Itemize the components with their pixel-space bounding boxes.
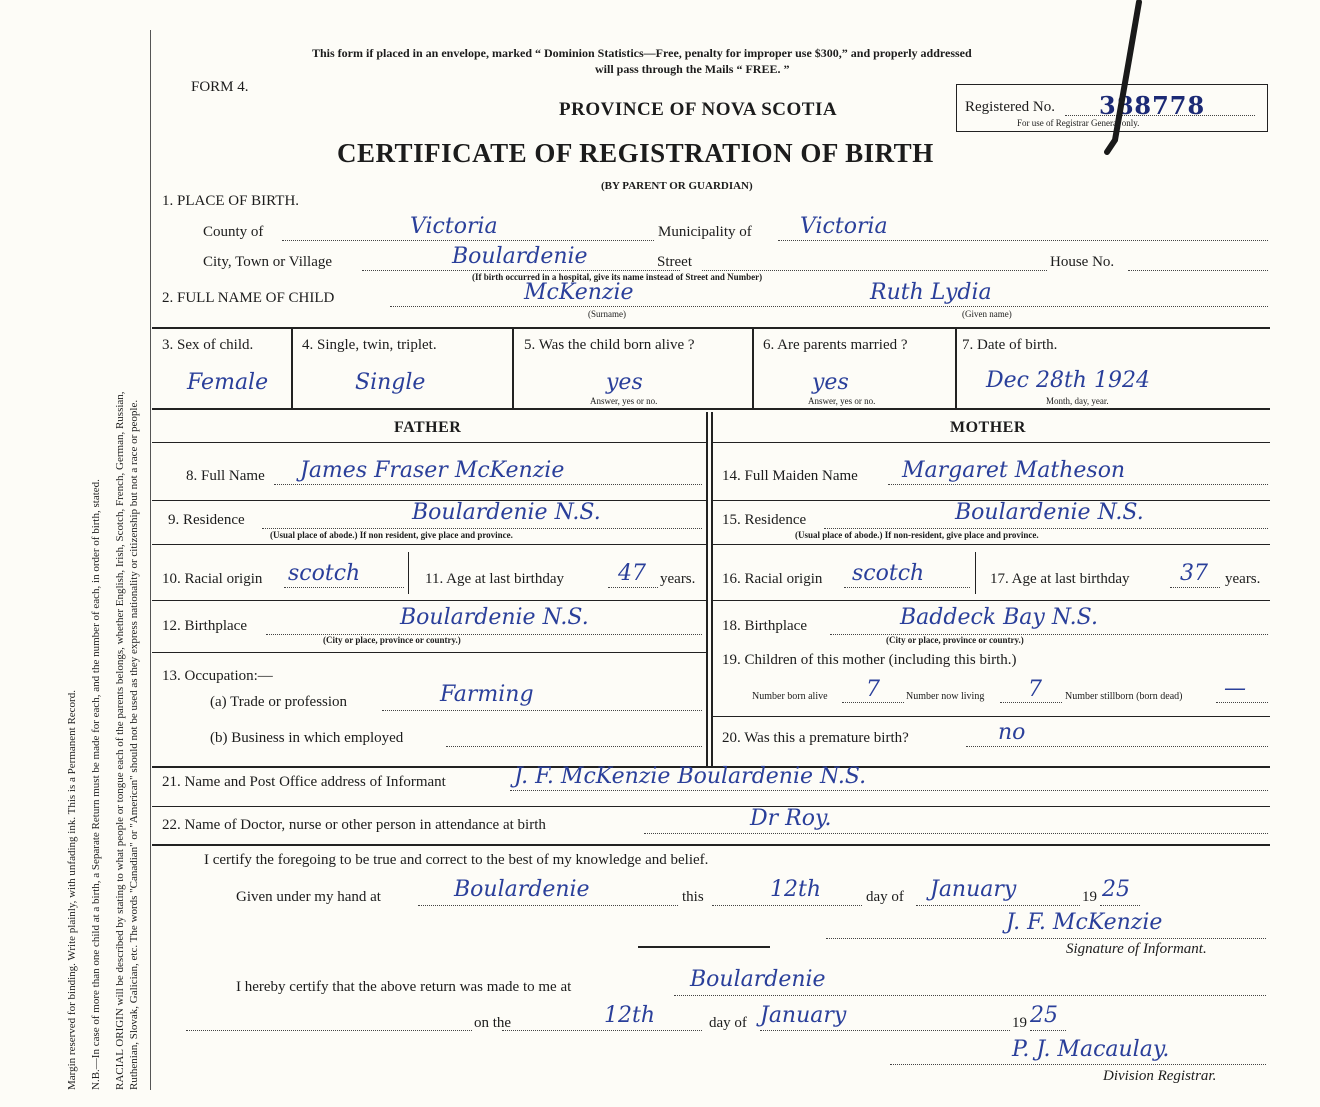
registrar-year-prefix: 19 bbox=[1012, 1015, 1027, 1031]
certify-day-value: 12th bbox=[770, 877, 822, 902]
certificate-subtitle: (BY PARENT OR GUARDIAN) bbox=[601, 180, 753, 192]
mother-age-label: 17. Age at last birthday bbox=[990, 571, 1130, 587]
mother-racial-label: 16. Racial origin bbox=[722, 571, 823, 587]
single-twin-label: 4. Single, twin, triplet. bbox=[302, 337, 437, 353]
father-birthplace-value: Boulardenie N.S. bbox=[400, 605, 589, 630]
stillborn-count: — bbox=[1224, 676, 1246, 701]
father-birthplace-caption: (City or place, province or country.) bbox=[323, 635, 461, 645]
mother-birthplace-caption: (City or place, province or country.) bbox=[886, 635, 1024, 645]
registrar-signature-caption: Division Registrar. bbox=[1103, 1068, 1217, 1084]
mother-residence-label: 15. Residence bbox=[722, 512, 807, 528]
certify-year-prefix: 19 bbox=[1082, 889, 1097, 905]
informant-signature: J. F. McKenzie bbox=[1006, 910, 1163, 935]
doctor-value: Dr Roy. bbox=[750, 806, 832, 831]
premature-label: 20. Was this a premature birth? bbox=[722, 730, 909, 746]
now-living-label: Number now living bbox=[906, 691, 985, 702]
single-twin-value: Single bbox=[355, 370, 426, 395]
doctor-label: 22. Name of Doctor, nurse or other person in attendance at birth bbox=[162, 817, 546, 833]
street-label: Street bbox=[657, 254, 692, 270]
mother-heading: MOTHER bbox=[950, 419, 1026, 436]
mother-name-value: Margaret Matheson bbox=[902, 458, 1126, 483]
child-given-name: Ruth Lydia bbox=[870, 280, 992, 305]
registrar-year-value: 25 bbox=[1030, 1003, 1058, 1028]
municipality-label: Municipality of bbox=[658, 224, 752, 240]
sex-label: 3. Sex of child. bbox=[162, 337, 254, 353]
now-living-count: 7 bbox=[1028, 677, 1042, 702]
informant-signature-caption: Signature of Informant. bbox=[1066, 941, 1207, 957]
father-birthplace-label: 12. Birthplace bbox=[162, 618, 247, 634]
registrar-day-label: day of bbox=[709, 1015, 747, 1031]
certify-year-value: 25 bbox=[1102, 877, 1130, 902]
certify-statement: I certify the foregoing to be true and correct to the best of my knowledge and belief. bbox=[204, 852, 709, 868]
surname-caption: (Surname) bbox=[588, 309, 626, 319]
mother-age-unit: years. bbox=[1225, 571, 1261, 587]
mother-residence-value: Boulardenie N.S. bbox=[955, 500, 1144, 525]
father-residence-caption: (Usual place of abode.) If non resident, give place and province. bbox=[270, 530, 513, 540]
registered-number: 388778 bbox=[1099, 91, 1206, 120]
trade-value: Farming bbox=[440, 682, 534, 707]
born-alive-count: 7 bbox=[866, 677, 880, 702]
date-of-birth-value: Dec 28th 1924 bbox=[986, 368, 1150, 393]
city-value: Boulardenie bbox=[452, 244, 588, 269]
mail-notice-2: will pass through the Mails “ FREE. ” bbox=[595, 62, 790, 76]
father-name-value: James Fraser McKenzie bbox=[300, 458, 565, 483]
margin-line-2: N.B.—In case of more than one child at a birth, a Separate Return must be made for each, and the number of each, in order of birth, stated. bbox=[90, 479, 102, 1090]
child-surname: McKenzie bbox=[524, 280, 634, 305]
county-label: County of bbox=[203, 224, 264, 240]
parents-married-value: yes bbox=[812, 370, 849, 395]
city-label: City, Town or Village bbox=[203, 254, 333, 270]
registered-note: For use of Registrar General only. bbox=[1017, 118, 1140, 128]
margin-border bbox=[150, 30, 151, 1090]
date-of-birth-caption: Month, day, year. bbox=[1046, 396, 1109, 406]
father-heading: FATHER bbox=[394, 419, 462, 436]
parents-married-label: 6. Are parents married ? bbox=[763, 337, 908, 353]
premature-value: no bbox=[998, 720, 1026, 745]
province-title: PROVINCE OF NOVA SCOTIA bbox=[559, 99, 838, 120]
trade-label: (a) Trade or profession bbox=[210, 694, 348, 710]
binding-margin bbox=[0, 0, 150, 1107]
house-number-label: House No. bbox=[1050, 254, 1115, 270]
given-caption: (Given name) bbox=[962, 309, 1012, 319]
registrar-signature: P. J. Macaulay. bbox=[1012, 1037, 1170, 1062]
registrar-month-value: January bbox=[760, 1003, 847, 1028]
registrar-day-value: 12th bbox=[604, 1003, 656, 1028]
father-racial-value: scotch bbox=[288, 561, 361, 586]
certify-day-label: day of bbox=[866, 889, 904, 905]
hospital-note: (If birth occurred in a hospital, give its name instead of Street and Number) bbox=[472, 272, 763, 282]
date-of-birth-label: 7. Date of birth. bbox=[962, 337, 1058, 353]
stillborn-label: Number stillborn (born dead) bbox=[1065, 691, 1183, 702]
occupation-label: 13. Occupation:— bbox=[162, 668, 273, 684]
born-alive-label: 5. Was the child born alive ? bbox=[524, 337, 695, 353]
informant-label: 21. Name and Post Office address of Informant bbox=[162, 774, 446, 790]
mother-name-label: 14. Full Maiden Name bbox=[722, 468, 858, 484]
father-age-label: 11. Age at last birthday bbox=[425, 571, 564, 587]
mother-birthplace-label: 18. Birthplace bbox=[722, 618, 807, 634]
margin-line-1: Margin reserved for binding. Write plainly, with unfading ink. This is a Permanent Record. bbox=[66, 690, 78, 1090]
mother-racial-value: scotch bbox=[852, 561, 925, 586]
county-value: Victoria bbox=[410, 214, 498, 239]
sex-value: Female bbox=[187, 370, 269, 395]
mother-birthplace-value: Baddeck Bay N.S. bbox=[900, 605, 1098, 630]
registrar-check-mark bbox=[1095, 0, 1145, 160]
child-name-label: 2. FULL NAME OF CHILD bbox=[162, 290, 335, 306]
father-name-label: 8. Full Name bbox=[186, 468, 265, 484]
father-racial-label: 10. Racial origin bbox=[162, 571, 263, 587]
born-alive-caption: Answer, yes or no. bbox=[590, 396, 658, 406]
given-place-value: Boulardenie bbox=[454, 877, 590, 902]
father-age-value: 47 bbox=[618, 561, 646, 586]
municipality-value: Victoria bbox=[800, 214, 888, 239]
place-of-birth-heading: 1. PLACE OF BIRTH. bbox=[162, 193, 300, 209]
father-residence-value: Boulardenie N.S. bbox=[412, 500, 601, 525]
margin-line-4: Ruthenian, Slovak, Galician, etc. The words "Canadian" or "American" should not be used as they express nationality or citizenship but not a race or people. bbox=[128, 399, 140, 1090]
born-alive-count-label: Number born alive bbox=[752, 691, 828, 702]
mother-age-value: 37 bbox=[1180, 561, 1208, 586]
mother-residence-caption: (Usual place of abode.) If non-resident, give place and province. bbox=[795, 530, 1039, 540]
parents-married-caption: Answer, yes or no. bbox=[808, 396, 876, 406]
given-under-label: Given under my hand at bbox=[236, 889, 381, 905]
father-age-unit: years. bbox=[660, 571, 696, 587]
certificate-title: CERTIFICATE OF REGISTRATION OF BIRTH bbox=[337, 138, 934, 168]
registrar-place-value: Boulardenie bbox=[690, 967, 826, 992]
informant-value: J. F. McKenzie Boulardenie N.S. bbox=[514, 764, 867, 789]
registrar-on-label: on the bbox=[474, 1015, 512, 1031]
this-label: this bbox=[682, 889, 704, 905]
registrar-statement: I hereby certify that the above return was made to me at bbox=[236, 979, 572, 995]
born-alive-value: yes bbox=[606, 370, 643, 395]
business-label: (b) Business in which employed bbox=[210, 730, 404, 746]
father-residence-label: 9. Residence bbox=[168, 512, 245, 528]
mail-notice-1: This form if placed in an envelope, marked “ Dominion Statistics—Free, penalty for improper use $300,” and properly addressed bbox=[312, 46, 972, 60]
certify-month-value: January bbox=[930, 877, 1017, 902]
children-label: 19. Children of this mother (including this birth.) bbox=[722, 652, 1017, 668]
registered-label: Registered No. bbox=[965, 99, 1055, 115]
form-number: FORM 4. bbox=[191, 79, 249, 95]
margin-line-3: RACIAL ORIGIN will be described by stating to what people or tongue each of the parents belongs, whether English, Irish, Scotch, French, German, Russian, bbox=[114, 391, 126, 1090]
